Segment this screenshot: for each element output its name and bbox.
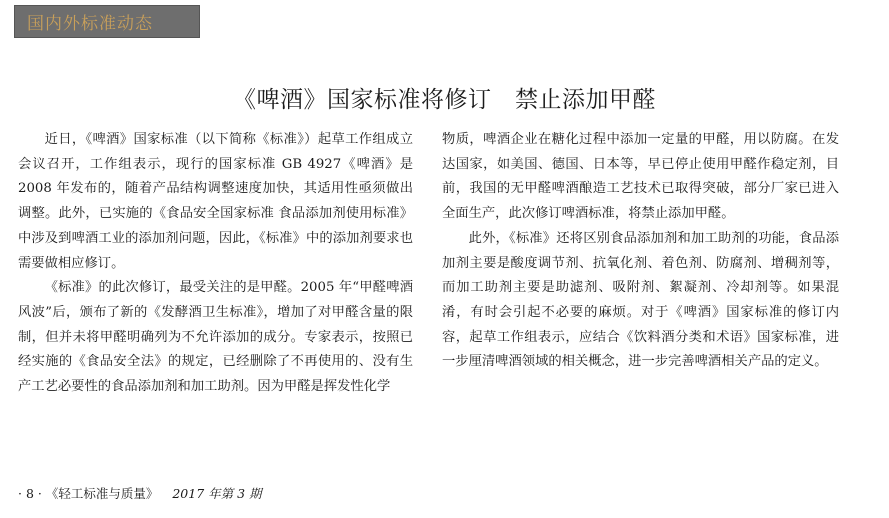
- article-paragraph-continued: 物质，啤酒企业在糖化过程中添加一定量的甲醛，用以防腐。在发达国家，如美国、德国、日本等，早已停止使用甲醛作稳定剂，目前，我国的无甲醛啤酒酿造工艺技术已取得突破，部分厂家已进入全面生产，此次修订啤酒标准，将禁止添加甲醛。: [442, 132, 839, 222]
- page-footer: [18, 484, 262, 502]
- article-paragraph: 《标准》的此次修订，最受关注的是甲醛。2005 年“甲醛啤酒风波”后，颁布了新的《发酵酒卫生标准》，增加了对甲醛含量的限制，但并未将甲醛明确列为不允许添加的成分。专家表示，按照已经实施的《食品安全法》的规定，已经删除了不再使用的、没有生产工艺必要性的食品添加剂和加工助剂。因为甲醛是挥发性化学: [18, 280, 413, 395]
- article-paragraph: 近日，《啤酒》国家标准（以下简称《标准》）起草工作组成立会议召开，工作组表示，现行的国家标准 GB 4927《啤酒》是 2008 年发布的，随着产品结构调整速度加快，其适用性亟须做出调整。此外，已实施的《食品安全国家标准 食品添加剂使用标准》中涉及到啤酒工业的添加剂问题，因此，《标准》中的添加剂要求也需要做相应修订。: [18, 132, 413, 271]
- article-paragraph: 此外，《标准》还将区别食品添加剂和加工助剂的功能，食品添加剂主要是酸度调节剂、抗氧化剂、着色剂、防腐剂、增稠剂等，而加工助剂主要是助滤剂、吸附剂、絮凝剂、冷却剂等。如果混淆，有时会引起不必要的麻烦。对于《啤酒》国家标准的修订内容，起草工作组表示，应结合《饮料酒分类和术语》国家标准，进一步厘清啤酒领域的相关概念，进一步完善啤酒相关产品的定义。: [442, 230, 839, 370]
- article-column-right: [442, 128, 839, 375]
- section-tag: [14, 5, 200, 38]
- section-tag-label: 国内外标准动态: [27, 14, 153, 34]
- page-number: · 8 ·: [18, 486, 42, 501]
- journal-name: 《轻工标准与质量》: [45, 486, 159, 501]
- article-column-left: [18, 128, 413, 400]
- issue-label: 2017 年第 3 期: [172, 486, 262, 501]
- article-title: 《啤酒》国家标准将修订 禁止添加甲醛: [233, 87, 656, 114]
